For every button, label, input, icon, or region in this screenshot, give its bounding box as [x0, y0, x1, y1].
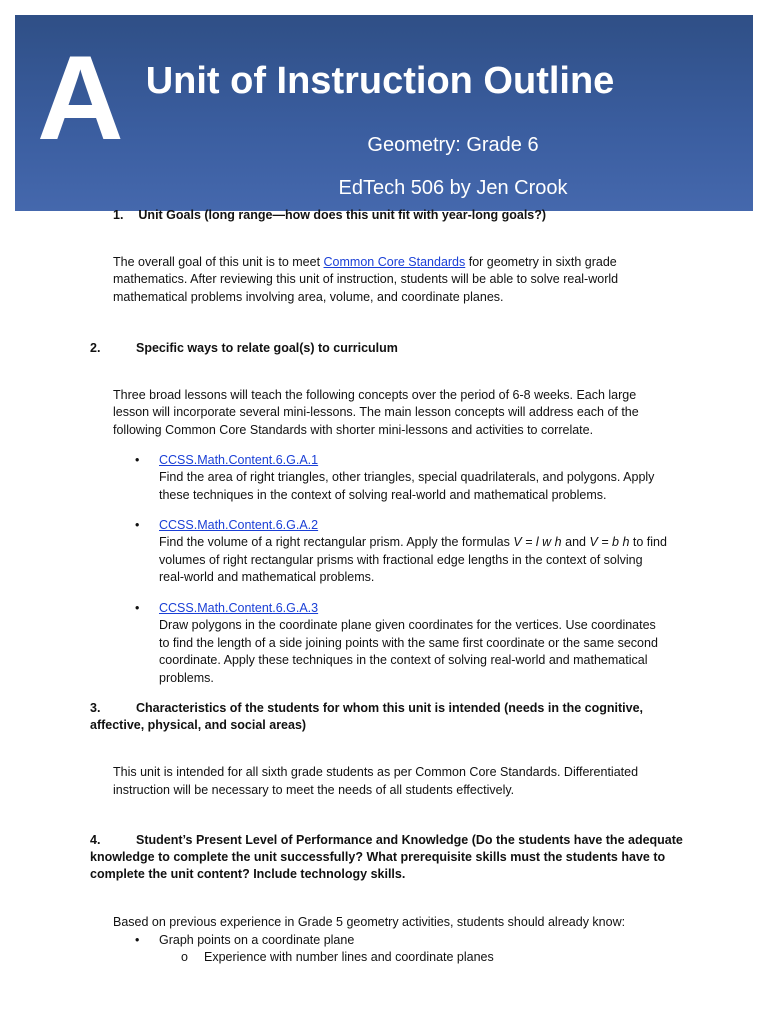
section-3-number: 3. — [90, 701, 101, 715]
bullet-dot: • — [135, 933, 140, 947]
title-banner — [15, 15, 753, 211]
standard-2-line3: real-world and mathematical problems. — [159, 570, 375, 584]
author-line: EdTech 506 by Jen Crook — [338, 177, 568, 199]
section-3-heading-line2: affective, physical, and social areas) — [90, 718, 307, 732]
section-2-intro-line3: following Common Core Standards with shorter mini-lessons and activities to correlate. — [113, 423, 594, 437]
standard-1 — [159, 452, 318, 470]
section-4-heading-line2: knowledge to complete the unit successfully? What prerequisite skills must the students have to — [90, 850, 666, 864]
bullet-dot: • — [135, 601, 140, 615]
section-1-heading — [113, 207, 546, 225]
section-4-body-line1: Based on previous experience in Grade 5 geometry activities, students should already know: — [113, 915, 626, 929]
prereq-sub-bullet-1: Experience with number lines and coordinate planes — [204, 950, 494, 964]
banner-letter: A — [37, 31, 124, 165]
section-3-body-line2: instruction will be necessary to meet the needs of all students effectively. — [113, 783, 515, 797]
standard-3-line2: to find the length of a side joining points with the same first coordinate or the same second — [159, 636, 658, 650]
standard-3 — [159, 600, 318, 618]
section-4-heading-line3: complete the unit content? Include technology skills. — [90, 867, 406, 881]
standard-2-line2: volumes of right rectangular prisms with fractional edge lengths in the context of solving — [159, 553, 643, 567]
section-1-body-line1 — [113, 254, 617, 272]
section-1-heading-text: Unit Goals (long range—how does this unit fit with year-long goals?) — [138, 208, 547, 222]
section-2-heading-text: Specific ways to relate goal(s) to curriculum — [136, 341, 398, 355]
standard-1-link[interactable]: CCSS.Math.Content.6.G.A.1 — [159, 453, 319, 467]
standard-3-line3: coordinate. Apply these techniques in the context of solving real-world and mathematical — [159, 653, 648, 667]
section-2-heading — [90, 340, 398, 358]
standard-2 — [159, 517, 318, 535]
document-title: Unit of Instruction Outline — [145, 60, 615, 102]
section-1-body-line3: mathematical problems involving area, volume, and coordinate planes. — [113, 290, 504, 304]
standard-1-line1: Find the area of right triangles, other triangles, special quadrilaterals, and polygons. Apply — [159, 470, 655, 484]
standard-3-link[interactable]: CCSS.Math.Content.6.G.A.3 — [159, 601, 319, 615]
standard-2-text-post: to find — [629, 535, 667, 549]
section-2-intro-line2: lesson will incorporate several mini-lessons. The main lesson concepts will address each of the — [113, 405, 639, 419]
standard-3-line1: Draw polygons in the coordinate plane given coordinates for the vertices. Use coordinates — [159, 618, 656, 632]
document-subtitle: Geometry: Grade 6 — [367, 134, 539, 156]
standard-2-text-mid: and — [561, 535, 590, 549]
s1-text-post: for geometry in sixth grade — [465, 255, 617, 269]
section-1-body-line2: mathematics. After reviewing this unit of instruction, students will be able to solve real-world — [113, 272, 619, 286]
section-1-number: 1. — [113, 208, 124, 222]
volume-formula-1: V = l w h — [513, 535, 562, 549]
standard-2-line1 — [159, 534, 667, 552]
section-2-number: 2. — [90, 341, 101, 355]
section-3-body-line1: This unit is intended for all sixth grade students as per Common Core Standards. Differentiated — [113, 765, 639, 779]
prereq-bullet-1: Graph points on a coordinate plane — [159, 933, 355, 947]
standard-2-link[interactable]: CCSS.Math.Content.6.G.A.2 — [159, 518, 319, 532]
volume-formula-2: V = b h — [589, 535, 630, 549]
section-3-heading-line1 — [90, 700, 643, 718]
s1-text-pre: The overall goal of this unit is to meet — [113, 255, 324, 269]
section-4-heading-text: Student’s Present Level of Performance and Knowledge (Do the students have the adequate — [136, 833, 683, 847]
section-2-intro-line1: Three broad lessons will teach the following concepts over the period of 6-8 weeks. Each large — [113, 388, 637, 402]
section-4-number: 4. — [90, 833, 101, 847]
sub-bullet-marker: o — [181, 950, 188, 964]
standard-3-line4: problems. — [159, 671, 214, 685]
standard-1-line2: these techniques in the context of solving real-world and mathematical problems. — [159, 488, 607, 502]
section-3-heading-text: Characteristics of the students for whom this unit is intended (needs in the cognitive, — [136, 701, 644, 715]
bullet-dot: • — [135, 453, 140, 467]
common-core-link[interactable]: Common Core Standards — [323, 255, 466, 269]
bullet-dot: • — [135, 518, 140, 532]
section-4-heading-line1 — [90, 832, 683, 850]
standard-2-text-pre: Find the volume of a right rectangular prism. Apply the formulas — [159, 535, 514, 549]
